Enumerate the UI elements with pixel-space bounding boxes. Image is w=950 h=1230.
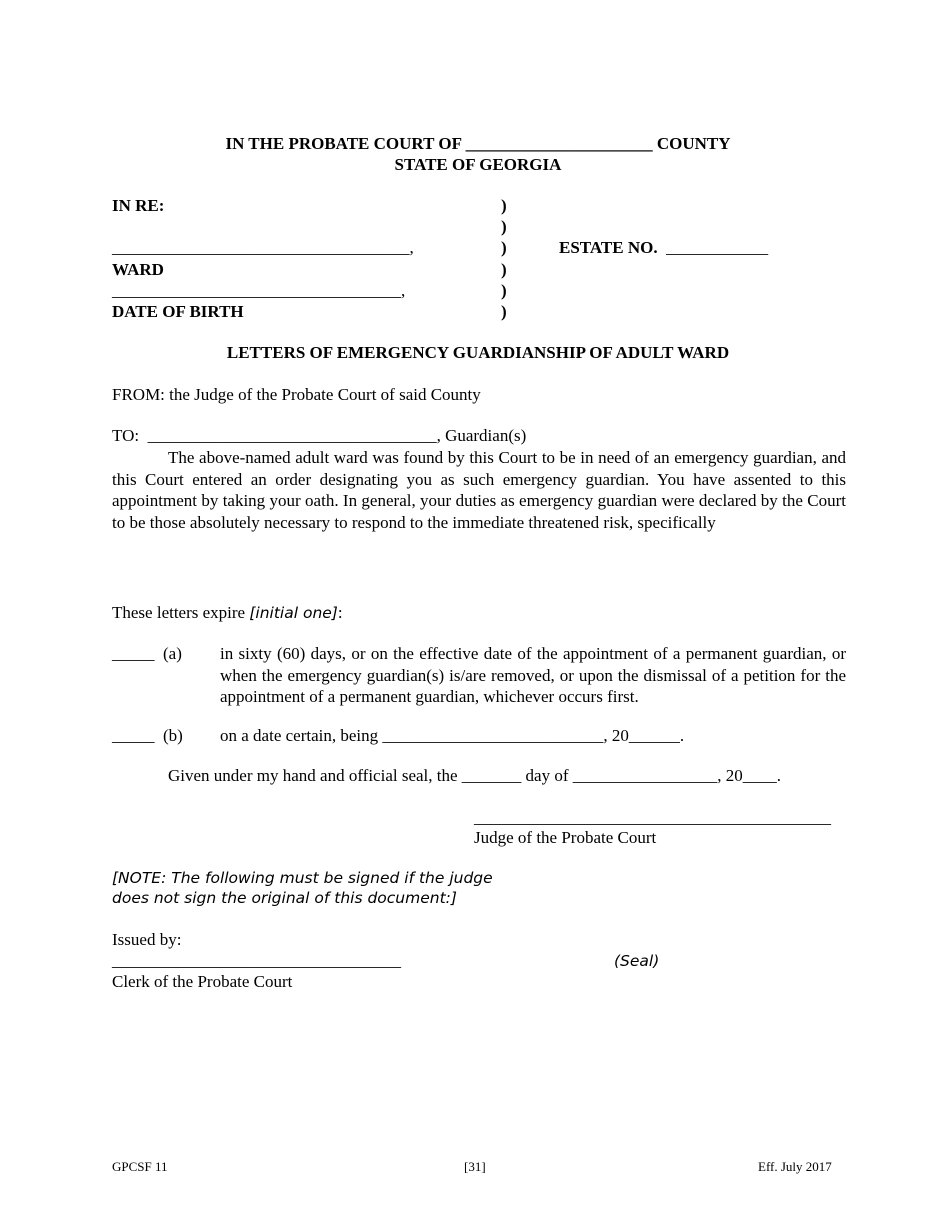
clerk-label: Clerk of the Probate Court: [112, 972, 293, 991]
caption-paren: ): [501, 217, 507, 236]
caption-paren: ): [501, 281, 507, 300]
to-line: [112, 426, 526, 446]
seal-label: (Seal): [614, 952, 660, 970]
document-title: LETTERS OF EMERGENCY GUARDIANSHIP OF ADULT WARD: [226, 343, 730, 362]
to-label: TO:: [112, 426, 140, 445]
option-a-blank: _____: [112, 644, 155, 663]
body-paragraph: The above-named adult ward was found by this Court to be in need of an emergency guardian, and this Court entered an order designating you as such emergency guardian. You have assented to this appointment by taking your oath. In general, your duties as emergency guardian were declared by the Court to be those absolutely necessary to respond to the immediate threatened risk, specifically: [112, 448, 846, 532]
expire-line: [112, 603, 343, 623]
court-line-prefix: IN THE PROBATE COURT OF: [225, 134, 462, 153]
option-b-blank: _____: [112, 726, 155, 745]
option-a-text: in sixty (60) days, or on the effective date of the appointment of a permanent guardian, or when the emergency guardian(s) is/are removed, or upon the dismissal of a petition for the appointment of a permanent guardian, whichever occurs first.: [220, 644, 846, 706]
clerk-signature-line: __________________________________: [112, 951, 401, 970]
expire-colon: :: [337, 603, 343, 622]
note-line-1: [NOTE: The following must be signed if the judge: [112, 869, 493, 887]
option-b-label: (b): [163, 726, 183, 745]
guardian-suffix: , Guardian(s): [436, 426, 527, 445]
given-line: Given under my hand and official seal, the _______ day of _________________, 20____.: [168, 766, 781, 785]
footer-effective-date: Eff. July 2017: [758, 1159, 832, 1174]
estate-blank: ____________: [666, 238, 769, 257]
ward-label: WARD: [112, 260, 164, 279]
expire-note: [initial one]: [249, 604, 338, 622]
date-of-birth-blank: __________________________________,: [112, 281, 406, 300]
guardian-name-blank: __________________________________: [147, 426, 437, 445]
ward-name-blank: ___________________________________,: [112, 238, 414, 257]
court-header-line: [0, 134, 950, 154]
caption-paren: ): [501, 196, 507, 215]
footer-form-id: GPCSF 11: [112, 1159, 168, 1174]
option-b-text: on a date certain, being __________________________, 20______.: [220, 726, 685, 745]
judge-signature-line: __________________________________________: [474, 808, 831, 827]
date-of-birth-label: DATE OF BIRTH: [112, 302, 244, 321]
footer-page-number: [31]: [464, 1159, 486, 1174]
expire-text: These letters expire: [112, 603, 246, 622]
caption-paren: ): [501, 302, 507, 321]
note-line-2: does not sign the original of this document:]: [112, 889, 457, 907]
estate-label: ESTATE NO.: [559, 238, 658, 257]
option-a-label: (a): [163, 644, 182, 663]
estate-number: [559, 238, 768, 258]
caption-paren: ): [501, 260, 507, 279]
county-blank: ______________________: [465, 134, 653, 153]
from-line: FROM: the Judge of the Probate Court of said County: [112, 385, 481, 404]
in-re-label: IN RE:: [112, 196, 165, 215]
caption-paren: ): [501, 238, 507, 257]
issued-by-label: Issued by:: [112, 930, 182, 949]
state-line: STATE OF GEORGIA: [394, 155, 562, 174]
court-line-suffix: COUNTY: [656, 134, 731, 153]
judge-label: Judge of the Probate Court: [474, 828, 657, 847]
